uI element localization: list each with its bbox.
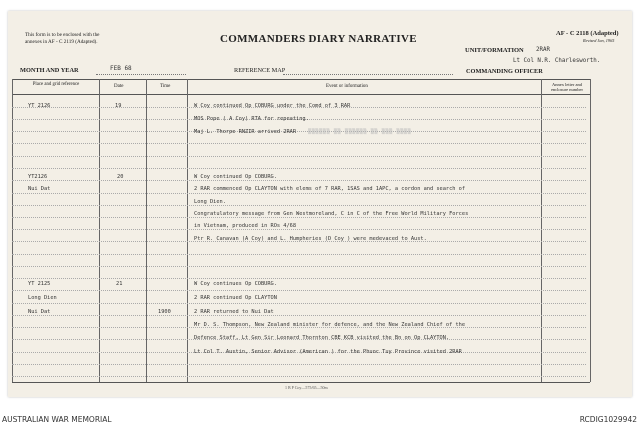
page-title: COMMANDERS DIARY NARRATIVE	[220, 33, 417, 45]
col-border-date	[99, 79, 100, 382]
print-code: 1 B P Coy—575/65—50m	[285, 385, 328, 390]
entry-event: 2 RAR returned to Nui Dat	[194, 309, 274, 315]
footer-bar	[0, 412, 640, 427]
row-separator	[12, 168, 586, 169]
row-separator	[12, 229, 586, 230]
row-separator	[12, 143, 586, 144]
entry-place: Long Dien	[28, 295, 57, 301]
table-bottom-border	[12, 382, 590, 383]
col-header-event: Event or information	[326, 84, 368, 89]
row-separator	[12, 180, 586, 181]
diary-page	[8, 11, 632, 397]
entry-place: Nui Dat	[28, 186, 51, 192]
entry-event: in Vietnam, produced in ROs 4/68	[194, 223, 297, 229]
entry-event: Mr D. S. Thompson, New Zealand minister for defence, and the New Zealand Chief of the	[194, 322, 466, 328]
entry-place: YT 2126	[28, 103, 51, 109]
entry-date: 19	[115, 103, 122, 109]
unit-value: 2RAR	[536, 47, 550, 53]
enclosure-notice: This form is to be enclosed with the annexes in AF - C 2119 (Adapted).	[25, 32, 100, 45]
entry-event: Congratulatory message from Gen Westmoreland, C in C of the Free World Military Forces	[194, 211, 469, 217]
entry-time: 1900	[158, 309, 171, 315]
row-separator	[12, 156, 586, 157]
entry-date: 21	[116, 281, 123, 287]
row-separator	[12, 205, 586, 206]
col-header-date: Date	[114, 84, 124, 89]
reference-map-underline	[283, 74, 453, 75]
entry-event: MOS Pope ( A Coy) RTA for repeating.	[194, 116, 309, 122]
entry-event: Ptr R. Canavan (A Coy) and L. Humpheries (D Coy ) were medevaced to Aust.	[194, 236, 427, 242]
row-separator	[12, 217, 586, 218]
row-separator	[12, 193, 586, 194]
revised-date: Revised Jan, 1965	[583, 38, 615, 43]
record-id: RCDIG1029942	[579, 415, 637, 424]
col-border-event	[187, 79, 188, 382]
entry-date: 20	[117, 174, 124, 180]
entry-event: Maj L. Thorpe RNZIR arrived 2RAR	[194, 129, 297, 135]
entry-place: Nui Dat	[28, 309, 51, 315]
col-header-time: Time	[160, 84, 171, 89]
form-code: AF - C 2118 (Adapted)	[556, 30, 619, 37]
col-border-right	[590, 79, 591, 382]
entry-event: W Coy continued Op COBURG.	[194, 174, 277, 180]
col-border-time	[146, 79, 147, 382]
col-border-annex	[541, 79, 542, 382]
reference-map-label: REFERENCE MAP	[234, 67, 286, 74]
entry-event: Defence Staff, Lt Gen Sir Leonard Thornton CBE KCB visited the Bn on Op CLAYTON.	[194, 335, 450, 341]
entry-place: YT 2125	[28, 281, 51, 287]
institution-label: AUSTRALIAN WAR MEMORIAL	[2, 415, 112, 424]
month-year-label: MONTH AND YEAR	[20, 67, 79, 74]
col-header-place: Place and grid reference	[32, 82, 80, 87]
entry-event: 2 RAR continued Op CLAYTON	[194, 295, 277, 301]
commanding-officer-label: COMMANDING OFFICER	[466, 68, 543, 75]
row-separator	[12, 278, 586, 279]
row-separator	[12, 303, 586, 304]
month-year-value: FEB 68	[110, 65, 132, 72]
entry-event: Lt Col T. Austin, Senior Advisor (American ) for the Phuoc Tuy Province visited 2RAR	[194, 349, 462, 355]
row-separator	[12, 364, 586, 365]
row-separator	[12, 131, 586, 132]
entry-place: YT2126	[28, 174, 48, 180]
row-separator	[12, 254, 586, 255]
entry-event: Long Dien.	[194, 199, 226, 205]
month-year-underline	[96, 74, 186, 75]
row-separator	[12, 290, 586, 291]
col-header-annex: Annex letter and enclosure number	[550, 82, 584, 93]
unit-label: UNIT/FORMATION	[465, 47, 524, 54]
row-separator	[12, 376, 586, 377]
entry-event: 2 RAR commenced Op CLAYTON with elems of 7 RAR, 1SAS and 1APC, a cordon and search of	[194, 186, 466, 192]
entry-event: W Coy continues Op COBURG.	[194, 281, 277, 287]
faded-text: ▒▒▒▒▒▒ ▒▒ ▒▒▒▒▒▒ ▒▒ ▒▒▒ ▒▒▒▒	[308, 129, 412, 135]
col-border-left	[12, 79, 13, 382]
row-separator	[12, 315, 586, 316]
entry-event: W Coy continued Op COBURG under the Comd of 3 RAR	[194, 103, 351, 109]
commander-value: Lt Col N.R. Charlesworth.	[513, 58, 601, 64]
row-separator	[12, 266, 586, 267]
